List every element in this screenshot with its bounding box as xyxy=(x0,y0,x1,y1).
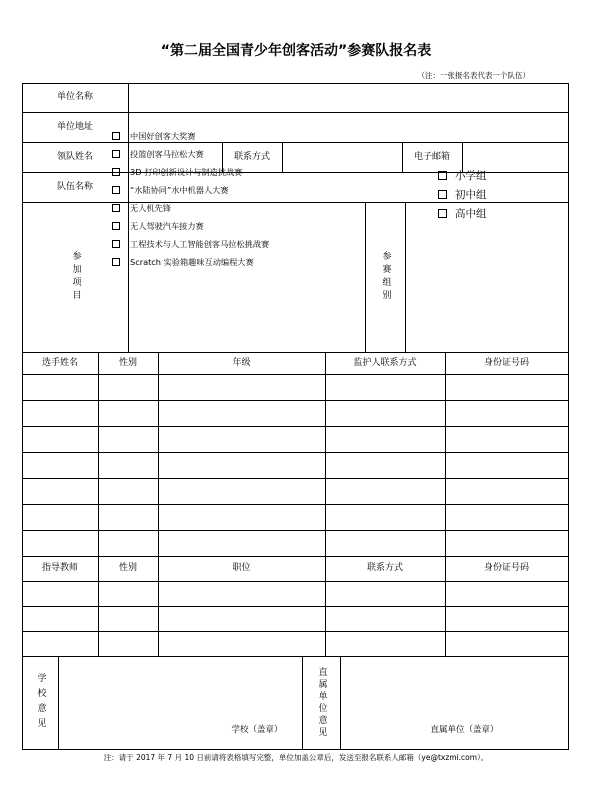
project-option-label: 投篮创客马拉松大赛 xyxy=(130,148,204,159)
teacher-header-id-number: 身份证号码 xyxy=(483,563,529,573)
player-header-gender: 性别 xyxy=(118,357,137,368)
project-option-label: 无人机先锋 xyxy=(130,202,171,213)
player-header-name: 选手姓名 xyxy=(41,357,78,368)
line xyxy=(568,83,569,750)
checkbox-icon[interactable] xyxy=(438,171,447,180)
checkbox-icon[interactable] xyxy=(112,150,120,158)
group-option-label: 初中组 xyxy=(455,189,487,201)
checkbox-icon[interactable] xyxy=(112,132,120,140)
direct-stamp-label: 直属单位（盖章） xyxy=(430,724,499,735)
checkbox-icon[interactable] xyxy=(112,222,120,230)
line xyxy=(22,581,569,582)
leader-name-label: 领队姓名 xyxy=(56,151,93,162)
line xyxy=(22,374,569,375)
project-option[interactable] xyxy=(112,145,342,163)
email-label: 电子邮箱 xyxy=(413,151,450,162)
checkbox-icon[interactable] xyxy=(438,209,447,218)
unit-name-label: 单位名称 xyxy=(56,92,93,102)
checkbox-icon[interactable] xyxy=(112,186,120,194)
line xyxy=(158,352,159,656)
form-title: “第二届全国青少年创客活动”参赛队报名表 xyxy=(160,43,432,59)
group-checklist xyxy=(438,166,487,223)
group-option[interactable] xyxy=(438,204,487,223)
player-header-guardian-contact: 监护人联系方式 xyxy=(353,357,417,368)
checkbox-icon[interactable] xyxy=(112,240,120,248)
groups-label: 参赛组别 xyxy=(380,251,391,303)
checkbox-icon[interactable] xyxy=(112,258,120,266)
footnote: 注：请于 2017 年 7 月 10 日前请将表格填写完整，单位加盖公章后，发送至报名联系人邮箱（ye@txzmi.com）。 xyxy=(103,753,489,762)
group-option[interactable] xyxy=(438,185,487,204)
checkbox-icon[interactable] xyxy=(112,168,120,176)
teacher-header-gender: 性别 xyxy=(118,563,137,573)
teacher-header-position: 职位 xyxy=(232,563,251,573)
project-option[interactable] xyxy=(112,235,342,253)
checkbox-icon[interactable] xyxy=(438,190,447,199)
direct-opinion-label: 直属单位意见 xyxy=(316,666,327,739)
line xyxy=(22,631,569,632)
project-option[interactable] xyxy=(112,181,342,199)
form-note: （注：一张报名表代表一个队伍） xyxy=(417,71,530,80)
line xyxy=(325,352,326,656)
line xyxy=(22,504,569,505)
group-option-label: 高中组 xyxy=(455,208,487,220)
line xyxy=(22,426,569,427)
project-option[interactable] xyxy=(112,217,342,235)
line xyxy=(98,352,99,656)
player-header-grade: 年级 xyxy=(232,357,251,368)
groups-label-cell xyxy=(365,202,405,352)
project-option-label: 无人驾驶汽车接力赛 xyxy=(130,220,204,231)
teacher-header-name: 指导教师 xyxy=(41,563,78,573)
line xyxy=(22,606,569,607)
project-option-label: “水陆协同”水中机器人大赛 xyxy=(130,184,229,195)
project-option[interactable] xyxy=(112,253,342,271)
line xyxy=(445,352,446,656)
contact-label: 联系方式 xyxy=(233,151,270,162)
team-name-label: 队伍名称 xyxy=(56,181,93,192)
player-header-id-number: 身份证号码 xyxy=(483,357,529,368)
project-option-label: Scratch 实验箱趣味互动编程大赛 xyxy=(130,256,254,267)
project-option[interactable] xyxy=(112,199,342,217)
project-option-label: 3D 打印创新设计与制造挑战赛 xyxy=(130,166,243,177)
unit-name-field[interactable] xyxy=(129,84,568,112)
group-option[interactable] xyxy=(438,166,487,185)
line xyxy=(405,202,406,352)
line xyxy=(22,478,569,479)
direct-opinion-label-cell xyxy=(302,656,340,749)
checkbox-icon[interactable] xyxy=(112,204,120,212)
group-option-label: 小学组 xyxy=(455,170,487,182)
line xyxy=(22,452,569,453)
line xyxy=(22,749,569,750)
projects-label: 参加项目 xyxy=(70,251,81,303)
school-opinion-label: 学校意见 xyxy=(35,672,46,733)
school-opinion-label-cell xyxy=(22,656,58,749)
project-checklist xyxy=(112,127,342,271)
project-option-label: 工程技术与人工智能创客马拉松挑战赛 xyxy=(130,238,270,249)
project-option[interactable] xyxy=(112,163,342,181)
project-option[interactable] xyxy=(112,127,342,145)
line xyxy=(22,400,569,401)
school-stamp-label: 学校（盖章） xyxy=(231,724,283,735)
teacher-header-contact: 联系方式 xyxy=(366,563,403,573)
project-option-label: 中国好创客大奖赛 xyxy=(130,130,196,141)
line xyxy=(22,530,569,531)
unit-address-label: 单位地址 xyxy=(56,121,93,132)
